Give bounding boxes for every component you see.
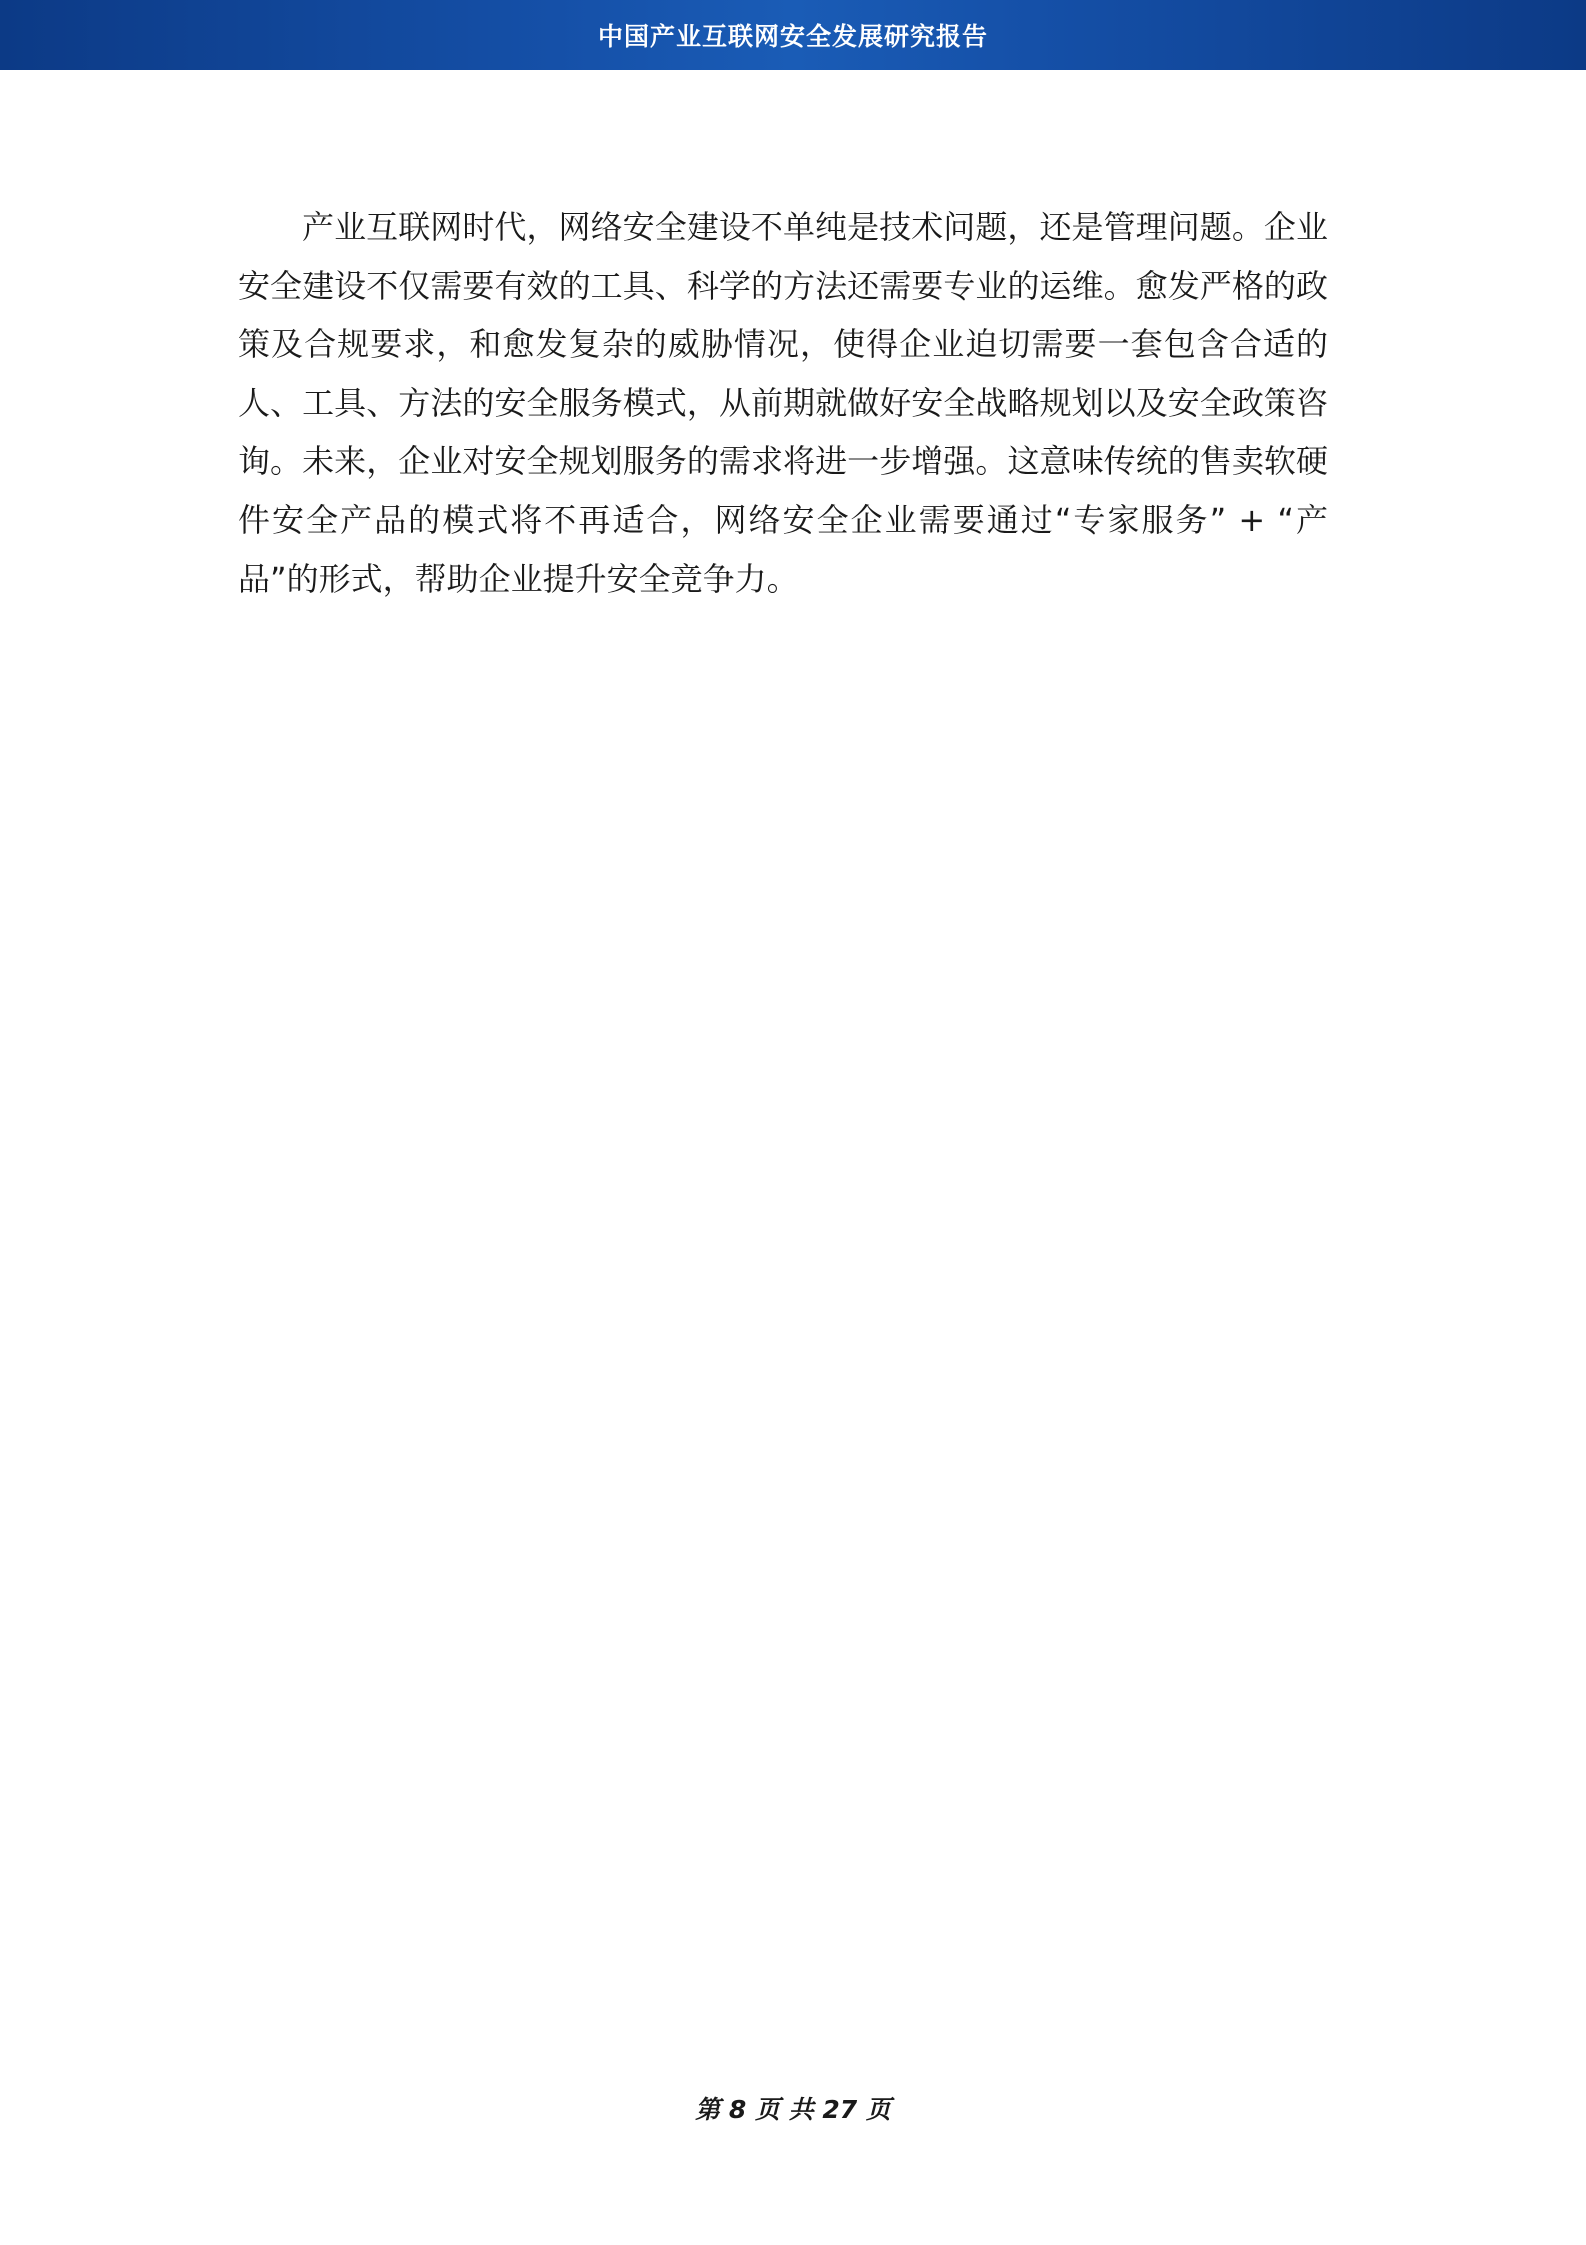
header-bar (0, 0, 1586, 70)
page-number: 第 8 页 共 27 页 (695, 2095, 891, 2124)
document-body (238, 198, 1328, 608)
document-title: 中国产业互联网安全发展研究报告 (597, 22, 988, 51)
body-paragraph: 产业互联网时代，网络安全建设不单纯是技术问题，还是管理问题。企业安全建设不仅需要有效的工具、科学的方法还需要专业的运维。愈发严格的政策及合规要求，和愈发复杂的威胁情况，使得企业迫切需要一套包含合适的人、工具、方法的安全服务模式，从前期就做好安全战略规划以及安全政策咨询。未来，企业对安全规划服务的需求将进一步增强。这意味传统的售卖软硬件安全产品的模式将不再适合，网络安全企业需要通过“专家服务” + “产品”的形式，帮助企业提升安全竞争力。 (238, 208, 1328, 598)
